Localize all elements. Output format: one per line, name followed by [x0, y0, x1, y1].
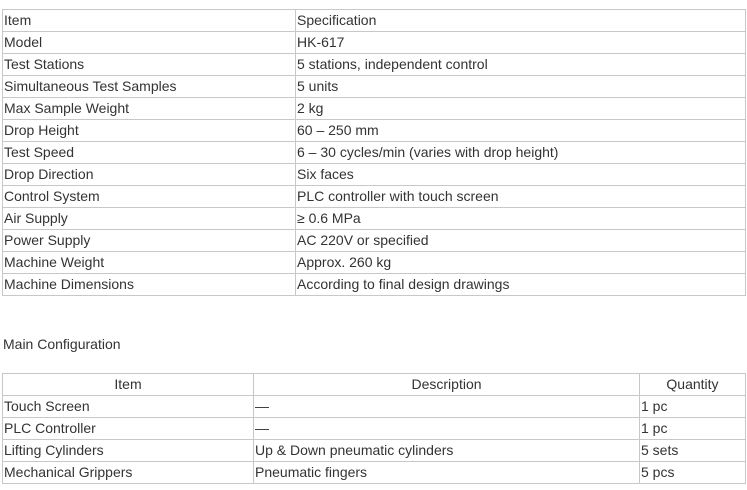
quantity-cell: 5 pcs: [640, 462, 746, 484]
table-header-row: [3, 374, 746, 396]
table-row: [3, 76, 746, 98]
table-row: [3, 252, 746, 274]
specification-cell: HK-617: [296, 32, 746, 54]
specification-cell: Six faces: [296, 164, 746, 186]
table-row: [3, 186, 746, 208]
item-cell: Simultaneous Test Samples: [3, 76, 296, 98]
description-cell: Up & Down pneumatic cylinders: [254, 440, 640, 462]
header-cell-item: Item: [3, 10, 296, 32]
header-cell-quantity: Quantity: [640, 374, 746, 396]
specification-cell: 2 kg: [296, 98, 746, 120]
table-row: [3, 230, 746, 252]
item-cell: Mechanical Grippers: [3, 462, 254, 484]
item-cell: Machine Weight: [3, 252, 296, 274]
item-cell: Drop Height: [3, 120, 296, 142]
specification-cell: PLC controller with touch screen: [296, 186, 746, 208]
quantity-cell: 1 pc: [640, 418, 746, 440]
specification-cell: 5 units: [296, 76, 746, 98]
table-row: [3, 208, 746, 230]
table-row: [3, 274, 746, 296]
specification-cell: 6 – 30 cycles/min (varies with drop height): [296, 142, 746, 164]
item-cell: PLC Controller: [3, 418, 254, 440]
specification-table: [2, 9, 746, 296]
table-row: [3, 142, 746, 164]
item-cell: Lifting Cylinders: [3, 440, 254, 462]
item-cell: Test Stations: [3, 54, 296, 76]
description-cell: —: [254, 418, 640, 440]
item-cell: Machine Dimensions: [3, 274, 296, 296]
item-cell: Model: [3, 32, 296, 54]
header-cell-description: Description: [254, 374, 640, 396]
configuration-table: [2, 373, 746, 484]
item-cell: Max Sample Weight: [3, 98, 296, 120]
table-row: [3, 440, 746, 462]
table-row: [3, 32, 746, 54]
header-cell-item: Item: [3, 374, 254, 396]
table-row: [3, 462, 746, 484]
specification-cell: 5 stations, independent control: [296, 54, 746, 76]
description-cell: —: [254, 396, 640, 418]
specification-cell: AC 220V or specified: [296, 230, 746, 252]
item-cell: Touch Screen: [3, 396, 254, 418]
quantity-cell: 1 pc: [640, 396, 746, 418]
specification-cell: According to final design drawings: [296, 274, 746, 296]
table-row: [3, 98, 746, 120]
table-row: [3, 418, 746, 440]
description-cell: Pneumatic fingers: [254, 462, 640, 484]
item-cell: Power Supply: [3, 230, 296, 252]
quantity-cell: 5 sets: [640, 440, 746, 462]
specification-cell: 60 – 250 mm: [296, 120, 746, 142]
table-header-row: [3, 10, 746, 32]
table-row: [3, 396, 746, 418]
table-row: [3, 120, 746, 142]
section-heading: Main Configuration: [3, 336, 121, 352]
item-cell: Air Supply: [3, 208, 296, 230]
header-cell-specification: Specification: [296, 10, 746, 32]
specification-cell: Approx. 260 kg: [296, 252, 746, 274]
specification-cell: ≥ 0.6 MPa: [296, 208, 746, 230]
item-cell: Test Speed: [3, 142, 296, 164]
item-cell: Control System: [3, 186, 296, 208]
table-row: [3, 164, 746, 186]
item-cell: Drop Direction: [3, 164, 296, 186]
table-row: [3, 54, 746, 76]
